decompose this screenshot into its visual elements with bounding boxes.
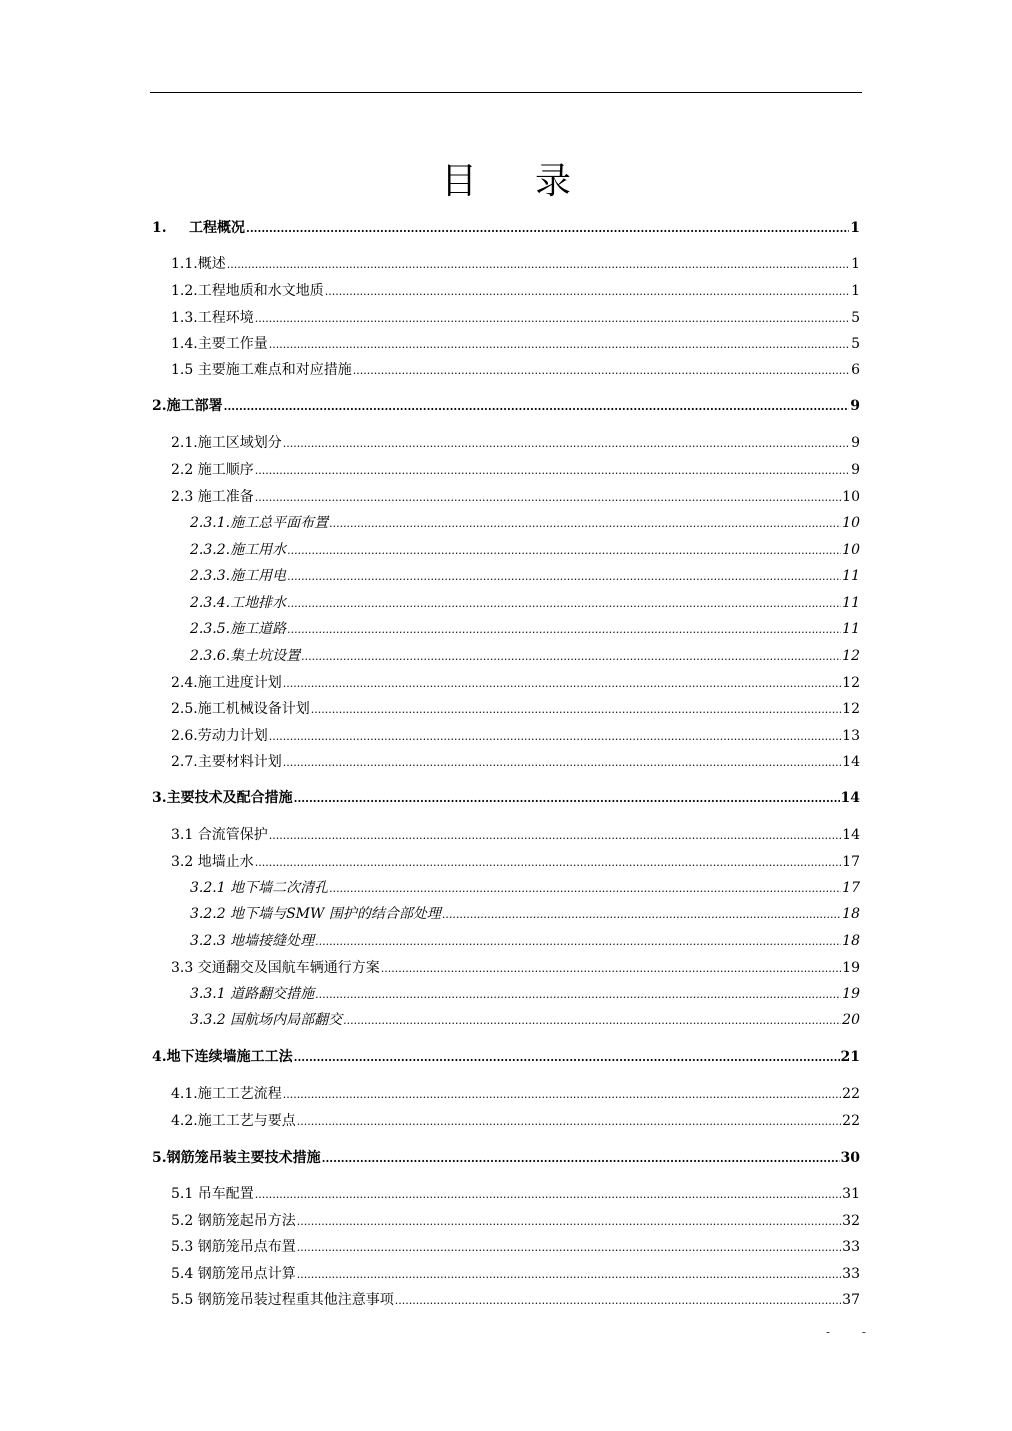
toc-entry-page-number: 12 <box>842 675 860 691</box>
toc-entry-leader <box>283 433 850 455</box>
toc-entry-leader <box>255 308 850 330</box>
toc-entry-page-number: 1 <box>850 220 860 236</box>
toc-entry[interactable] <box>171 725 860 747</box>
toc-entry[interactable] <box>171 307 860 329</box>
toc-entry[interactable] <box>171 1263 860 1285</box>
toc-entry-text: 3.2.3 地墙接缝处理 <box>190 933 315 949</box>
toc-entry-leader <box>287 566 841 588</box>
toc-entry-leader <box>353 360 850 382</box>
toc-entry-label <box>171 307 254 329</box>
toc-entry-page-number: 19 <box>842 960 860 976</box>
page-footer-marks: - - <box>826 1325 880 1339</box>
toc-entry-number: 1. <box>152 220 167 236</box>
toc-entry-label <box>190 930 314 952</box>
toc-entry[interactable] <box>171 333 860 355</box>
toc-entry[interactable] <box>152 1046 860 1068</box>
toc-entry[interactable] <box>190 512 860 534</box>
toc-entry-text: 工程概况 <box>189 220 245 236</box>
toc-entry-page-number: 17 <box>842 854 860 870</box>
toc-entry-page-number: 20 <box>842 1012 860 1028</box>
toc-entry-leader <box>283 673 841 695</box>
toc-entry-page-number: 19 <box>842 986 860 1002</box>
toc-entry-label <box>171 1289 394 1311</box>
toc-entry[interactable] <box>190 1009 860 1031</box>
toc-entry-leader <box>287 540 841 562</box>
toc-entry-page-number: 33 <box>842 1266 860 1282</box>
toc-entry-leader <box>269 726 841 748</box>
toc-entry-page-number: 12 <box>842 648 860 664</box>
toc-entry-leader <box>246 218 849 240</box>
toc-entry-leader <box>255 460 850 482</box>
toc-entry-leader <box>297 1211 841 1233</box>
toc-entry-label <box>171 333 268 355</box>
toc-entry[interactable] <box>171 851 860 873</box>
toc-entry-page-number: 14 <box>840 790 860 806</box>
toc-entry-page-number: 32 <box>842 1213 860 1229</box>
toc-entry-text: 2.2 施工顺序 <box>171 462 254 478</box>
toc-entry-text: 2.1.施工区域划分 <box>171 435 282 451</box>
toc-entry[interactable] <box>190 983 860 1005</box>
toc-entry-text: 2.3.4.工地排水 <box>190 595 287 611</box>
toc-entry-text: 2.3.5.施工道路 <box>190 621 287 637</box>
toc-entry-page-number: 11 <box>842 568 860 584</box>
toc-entry-leader <box>255 487 841 509</box>
toc-entry[interactable] <box>171 751 860 773</box>
toc-entry-leader <box>297 1264 841 1286</box>
toc-entry-page-number: 1 <box>851 283 860 299</box>
toc-entry-label <box>171 751 282 773</box>
toc-entry-text: 3.2.1 地下墙二次清孔 <box>190 880 329 896</box>
toc-entry[interactable] <box>190 592 860 614</box>
toc-entry-page-number: 10 <box>842 489 860 505</box>
toc-entry-text: 2.3 施工准备 <box>171 489 254 505</box>
toc-entry-leader <box>269 825 841 847</box>
toc-entry-label <box>171 1263 296 1285</box>
toc-entry-page-number: 13 <box>842 728 860 744</box>
toc-entry-page-number: 14 <box>842 754 860 770</box>
toc-entry-label <box>152 217 245 239</box>
toc-entry-page-number: 5 <box>851 336 860 352</box>
toc-entry-page-number: 30 <box>840 1150 860 1166</box>
toc-entry-label <box>190 618 286 640</box>
toc-entry-leader <box>294 1047 840 1069</box>
toc-entry-leader <box>329 513 841 535</box>
toc-title-char-2: 录 <box>535 161 572 202</box>
toc-entry-leader <box>311 699 841 721</box>
toc-entry-leader <box>287 619 841 641</box>
toc-entry-label <box>152 1046 293 1068</box>
toc-entry-label <box>171 1210 296 1232</box>
toc-entry-text: 3.1 合流管保护 <box>171 827 268 843</box>
toc-entry-leader <box>287 593 841 615</box>
toc-entry-text: 5.1 吊车配置 <box>171 1186 254 1202</box>
toc-entry-label <box>171 486 254 508</box>
toc-entry-label <box>190 903 441 925</box>
toc-entry-text: 4.1.施工工艺流程 <box>171 1086 282 1102</box>
toc-entry-page-number: 1 <box>851 256 860 272</box>
toc-entry-leader <box>325 281 850 303</box>
toc-entry-text: 3.3.1 道路翻交措施 <box>190 986 315 1002</box>
toc-entry-leader <box>255 852 841 874</box>
toc-entry[interactable] <box>152 787 860 809</box>
toc-entry-page-number: 10 <box>842 542 860 558</box>
toc-entry-label <box>171 1083 282 1105</box>
toc-entry[interactable] <box>190 903 860 925</box>
toc-entry-text: 3.3.2 国航场内局部翻交 <box>190 1012 343 1028</box>
toc-entry-page-number: 9 <box>851 435 860 451</box>
toc-entry-label <box>152 395 223 417</box>
toc-entry-text: 3.2 地墙止水 <box>171 854 254 870</box>
toc-entry[interactable] <box>152 217 860 239</box>
toc-entry-page-number: 11 <box>842 595 860 611</box>
toc-entry-label <box>171 432 282 454</box>
toc-entry-page-number: 14 <box>842 827 860 843</box>
toc-entry[interactable] <box>152 395 860 417</box>
toc-entry[interactable] <box>190 618 860 640</box>
toc-entry-text: 2.4.施工进度计划 <box>171 675 282 691</box>
toc-entry[interactable] <box>171 824 860 846</box>
toc-entry-leader <box>381 958 841 980</box>
toc-entry-page-number: 5 <box>851 310 860 326</box>
toc-entry-label <box>171 1110 296 1132</box>
toc-title-char-1: 目 <box>440 161 477 202</box>
toc-entry-leader <box>442 904 841 926</box>
toc-entry-label <box>190 592 286 614</box>
toc-entry[interactable] <box>171 280 860 302</box>
toc-entry[interactable] <box>171 432 860 454</box>
toc-entry[interactable] <box>190 539 860 561</box>
toc-entry[interactable] <box>171 1236 860 1258</box>
toc-entry-page-number: 33 <box>842 1239 860 1255</box>
toc-entry-text: 5.2 钢筋笼起吊方法 <box>171 1213 296 1229</box>
toc-entry[interactable] <box>171 253 860 275</box>
toc-entry-leader <box>395 1290 841 1312</box>
toc-entry[interactable] <box>171 1183 860 1205</box>
toc-entry-label <box>171 459 254 481</box>
toc-entry[interactable] <box>190 877 860 899</box>
toc-entry[interactable] <box>171 1210 860 1232</box>
toc-entry-leader <box>297 1237 841 1259</box>
toc-entry-text: 2.5.施工机械设备计划 <box>171 701 310 717</box>
toc-entry-text: 4.地下连续墙施工工法 <box>152 1049 293 1065</box>
toc-entry-text: 5.5 钢筋笼吊装过程重其他注意事项 <box>171 1292 394 1308</box>
toc-entry-leader <box>315 931 841 953</box>
toc-entry-label <box>171 280 324 302</box>
toc-entry-text: 2.6.劳动力计划 <box>171 728 268 744</box>
toc-entry[interactable] <box>171 698 860 720</box>
toc-entry-page-number: 37 <box>842 1292 860 1308</box>
toc-entry-page-number: 18 <box>842 933 860 949</box>
toc-entry-page-number: 22 <box>842 1086 860 1102</box>
toc-entry-leader <box>269 334 850 356</box>
toc-entry-text: 3.主要技术及配合措施 <box>152 790 293 806</box>
toc-entry-label <box>171 824 268 846</box>
toc-entry-page-number: 31 <box>842 1186 860 1202</box>
toc-entry-label <box>190 983 314 1005</box>
toc-entry-text: 4.2.施工工艺与要点 <box>171 1113 296 1129</box>
toc-entry[interactable] <box>171 957 860 979</box>
toc-entry-leader <box>301 646 841 668</box>
toc-entry-leader <box>297 1111 841 1133</box>
toc-entry-page-number: 17 <box>842 880 860 896</box>
toc-entry-text: 1.4.主要工作量 <box>171 336 268 352</box>
toc-entry[interactable] <box>171 1083 860 1105</box>
toc-entry[interactable] <box>171 672 860 694</box>
toc-entry-leader <box>343 1010 841 1032</box>
toc-entry-text: 5.4 钢筋笼吊点计算 <box>171 1266 296 1282</box>
toc-entry[interactable] <box>171 359 860 381</box>
toc-entry-leader <box>294 788 840 810</box>
toc-entry[interactable] <box>190 645 860 667</box>
toc-entry-text: 2.3.2.施工用水 <box>190 542 287 558</box>
toc-entry-page-number: 18 <box>842 906 860 922</box>
toc-entry-label <box>190 539 286 561</box>
toc-entry-label <box>190 877 328 899</box>
toc-entry[interactable] <box>171 486 860 508</box>
toc-entry-text: 1.2.工程地质和水文地质 <box>171 283 324 299</box>
toc-entry-label <box>152 1147 321 1169</box>
toc-entry-leader <box>329 878 841 900</box>
toc-entry-page-number: 10 <box>842 515 860 531</box>
toc-entry-text: 2.3.6.集土坑设置 <box>190 648 301 664</box>
toc-entry[interactable] <box>152 1147 860 1169</box>
toc-entry[interactable] <box>190 565 860 587</box>
toc-entry-text: 3.2.2 地下墙与SMW 围护的结合部处理 <box>190 906 441 922</box>
toc-entry-label <box>171 253 226 275</box>
toc-entry-text: 3.3 交通翻交及国航车辆通行方案 <box>171 960 380 976</box>
toc-entry-text: 2.7.主要材料计划 <box>171 754 282 770</box>
toc-entry-label <box>171 672 282 694</box>
toc-entry[interactable] <box>171 1289 860 1311</box>
toc-entry-label <box>171 851 254 873</box>
toc-entry-label <box>190 512 328 534</box>
toc-entry-leader <box>224 396 850 418</box>
toc-entry-label <box>171 1236 296 1258</box>
toc-entry-leader <box>315 984 841 1006</box>
toc-entry[interactable] <box>190 930 860 952</box>
toc-entry-page-number: 22 <box>842 1113 860 1129</box>
toc-entry-page-number: 21 <box>840 1049 860 1065</box>
toc-entry-leader <box>227 254 850 276</box>
toc-entry-label <box>171 359 352 381</box>
toc-entry-leader <box>322 1148 840 1170</box>
toc-entry-text: 2.3.3.施工用电 <box>190 568 287 584</box>
toc-entry-page-number: 12 <box>842 701 860 717</box>
toc-entry[interactable] <box>171 1110 860 1132</box>
toc-entry[interactable] <box>171 459 860 481</box>
toc-entry-label <box>190 645 300 667</box>
toc-entry-label <box>190 1009 342 1031</box>
toc-entry-leader <box>255 1184 841 1206</box>
toc-entry-text: 1.3.工程环境 <box>171 310 254 326</box>
toc-entry-page-number: 6 <box>851 362 860 378</box>
toc-entry-page-number: 11 <box>842 621 860 637</box>
toc-entry-text: 2.施工部署 <box>152 398 223 414</box>
toc-entry-leader <box>283 1084 841 1106</box>
toc-entry-page-number: 9 <box>851 462 860 478</box>
toc-entry-label <box>171 698 310 720</box>
toc-entry-text: 5.钢筋笼吊装主要技术措施 <box>152 1150 321 1166</box>
toc-entry-text: 1.5 主要施工难点和对应措施 <box>171 362 352 378</box>
toc-entry-text: 5.3 钢筋笼吊点布置 <box>171 1239 296 1255</box>
toc-entry-text: 1.1.概述 <box>171 256 226 272</box>
toc-entry-label <box>171 725 268 747</box>
toc-entry-leader <box>283 752 841 774</box>
toc-entry-label <box>171 1183 254 1205</box>
toc-entry-label <box>190 565 286 587</box>
toc-entry-label <box>171 957 380 979</box>
toc-entry-label <box>152 787 293 809</box>
toc-entry-page-number: 9 <box>850 398 860 414</box>
toc-entry-text: 2.3.1.施工总平面布置 <box>190 515 329 531</box>
